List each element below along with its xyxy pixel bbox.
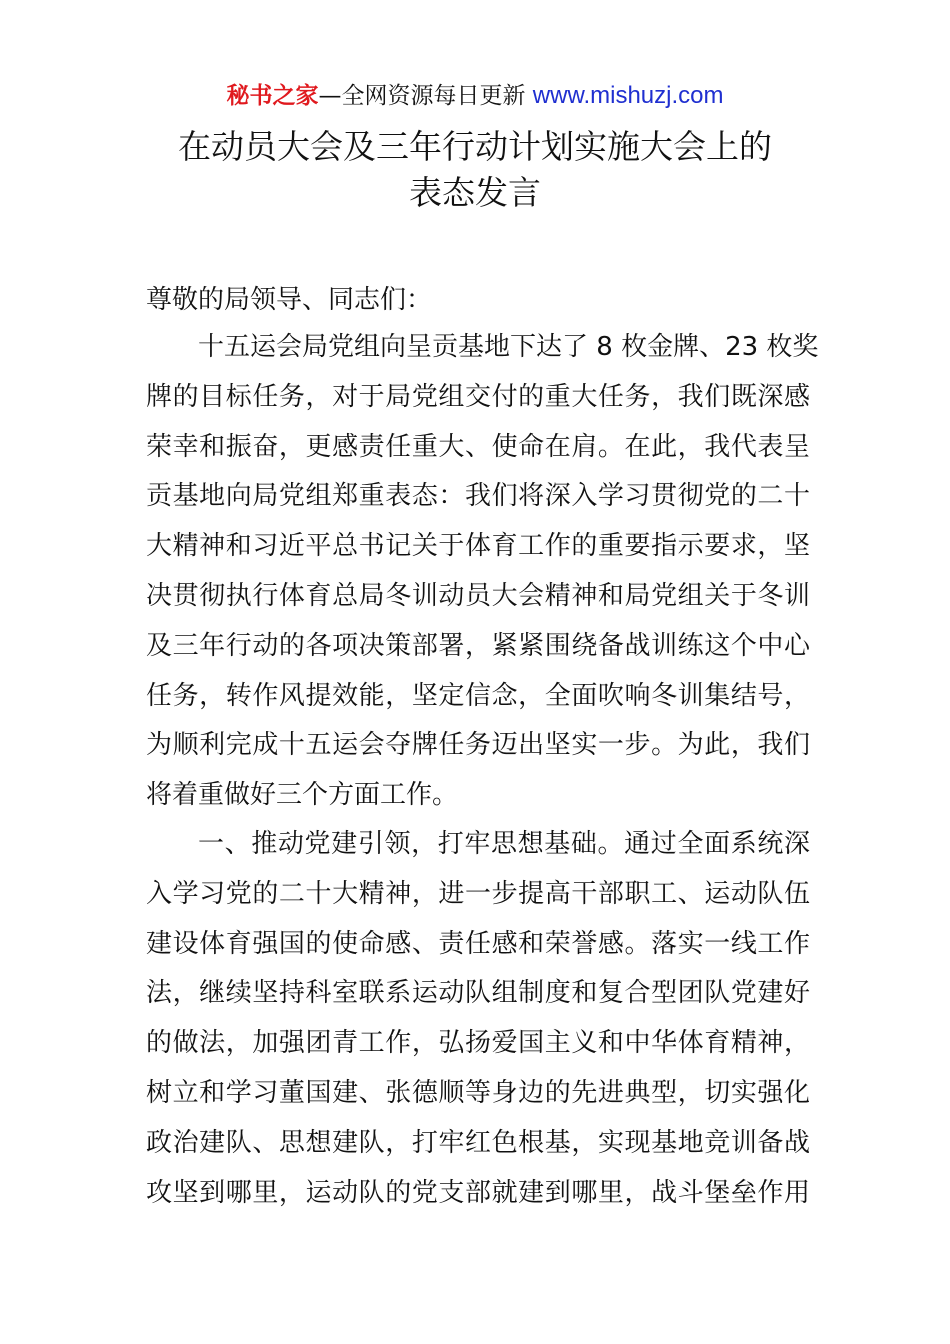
paragraph-line: 牌的目标任务，对于局党组交付的重大任务，我们既深感: [146, 381, 810, 412]
paragraph-line: 攻坚到哪里，运动队的党支部就建到哪里，战斗堡垒作用: [146, 1177, 810, 1208]
document-title: [0, 124, 950, 216]
paragraph-line: 大精神和习近平总书记关于体育工作的重要指示要求，坚: [146, 531, 810, 562]
paragraph-1: [146, 323, 819, 821]
site-url-link[interactable]: www.mishuzj.com: [532, 82, 724, 109]
paragraph-line: 入学习党的二十大精神，进一步提高干部职工、运动队伍: [146, 878, 810, 909]
paragraph-line: 的做法，加强团青工作，弘扬爱国主义和中华体育精神，: [146, 1028, 810, 1059]
paragraph-2: [146, 820, 810, 1218]
paragraph-line: 及三年行动的各项决策部署，紧紧围绕备战训练这个中心: [146, 630, 810, 661]
paragraph-line: 一、推动党建引领，打牢思想基础。通过全面系统深: [198, 829, 810, 859]
paragraph-line: 法，继续坚持科室联系运动队组制度和复合型团队党建好: [146, 978, 810, 1009]
site-header: [0, 80, 950, 112]
paragraph-line: 为顺利完成十五运会夺牌任务迈出坚实一步。为此，我们: [146, 730, 810, 761]
paragraph-line: 树立和学习董国建、张德顺等身边的先进典型，切实强化: [146, 1077, 810, 1108]
header-tagline: —全网资源每日更新: [318, 83, 533, 109]
paragraph-line: 建设体育强国的使命感、责任感和荣誉感。落实一线工作: [146, 928, 810, 959]
paragraph-line: 贡基地向局党组郑重表态：我们将深入学习贯彻党的二十: [146, 481, 810, 512]
paragraph-line: 荣幸和振奋，更感责任重大、使命在肩。在此，我代表呈: [146, 431, 810, 462]
title-line-2: 表态发言: [409, 173, 541, 212]
salutation: [146, 276, 810, 326]
paragraph-line: 任务，转作风提效能，坚定信念，全面吹响冬训集结号，: [146, 680, 810, 711]
brand-name: 秘书之家: [226, 83, 319, 109]
paragraph-line: 将着重做好三个方面工作。: [146, 780, 459, 811]
title-line-1: 在动员大会及三年行动计划实施大会上的: [178, 127, 772, 166]
paragraph-line: 政治建队、思想建队，打牢红色根基，实现基地竞训备战: [146, 1127, 810, 1158]
paragraph-line: 十五运会局党组向呈贡基地下达了 8 枚金牌、23 枚奖: [198, 332, 819, 362]
paragraph-line: 决贯彻执行体育总局冬训动员大会精神和局党组关于冬训: [146, 580, 810, 611]
salutation-text: 尊敬的局领导、同志们：: [146, 285, 433, 315]
